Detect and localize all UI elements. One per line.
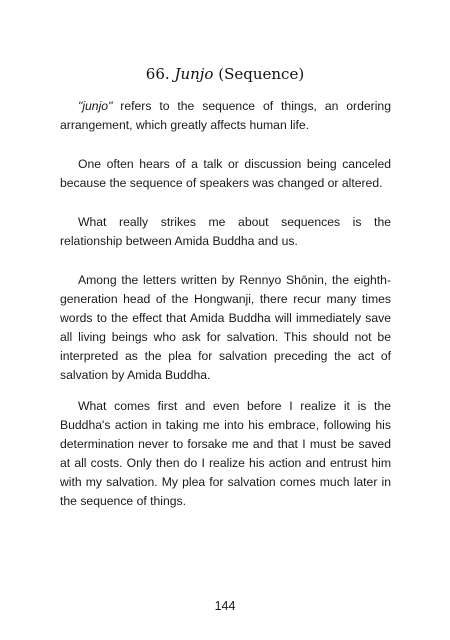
paragraph-3-text: What really strikes me about sequences is the relationship between Amida Buddha and us.	[60, 215, 391, 248]
paragraph-5-text: What comes first and even before I realize it is the Buddha's action in taking me into his embrace, following his determination never to forsake me and that I must be saved at all costs. Only then do I realize his action and entrust him with my salvation. My plea for salvation comes much later in the sequence of things.	[60, 399, 391, 508]
paragraph-1	[60, 97, 391, 135]
page-title	[0, 64, 450, 84]
paragraph-4-text: Among the letters written by Rennyo Shōnin, the eighth-generation head of the Hongwanji, there recur many times words to the effect that Amida Buddha will immediately save all living beings who ask for salvation. This should not be interpreted as the plea for salvation preceding the act of salvation by Amida Buddha.	[60, 273, 391, 382]
junjo-term: "junjo"	[78, 99, 113, 113]
page-number: 144	[214, 599, 236, 613]
paragraph-4	[60, 271, 391, 385]
title-term: Junjo	[174, 65, 214, 83]
paragraph-2	[60, 155, 391, 193]
paragraph-3	[60, 213, 391, 251]
paragraph-2-text: One often hears of a talk or discussion being canceled because the sequence of speakers was changed or altered.	[60, 157, 391, 190]
paragraph-5	[60, 397, 391, 511]
title-subtitle: (Sequence)	[218, 65, 305, 83]
paragraph-1-text: refers to the sequence of things, an ordering arrangement, which greatly affects human life.	[60, 99, 391, 132]
title-number: 66.	[145, 65, 170, 83]
